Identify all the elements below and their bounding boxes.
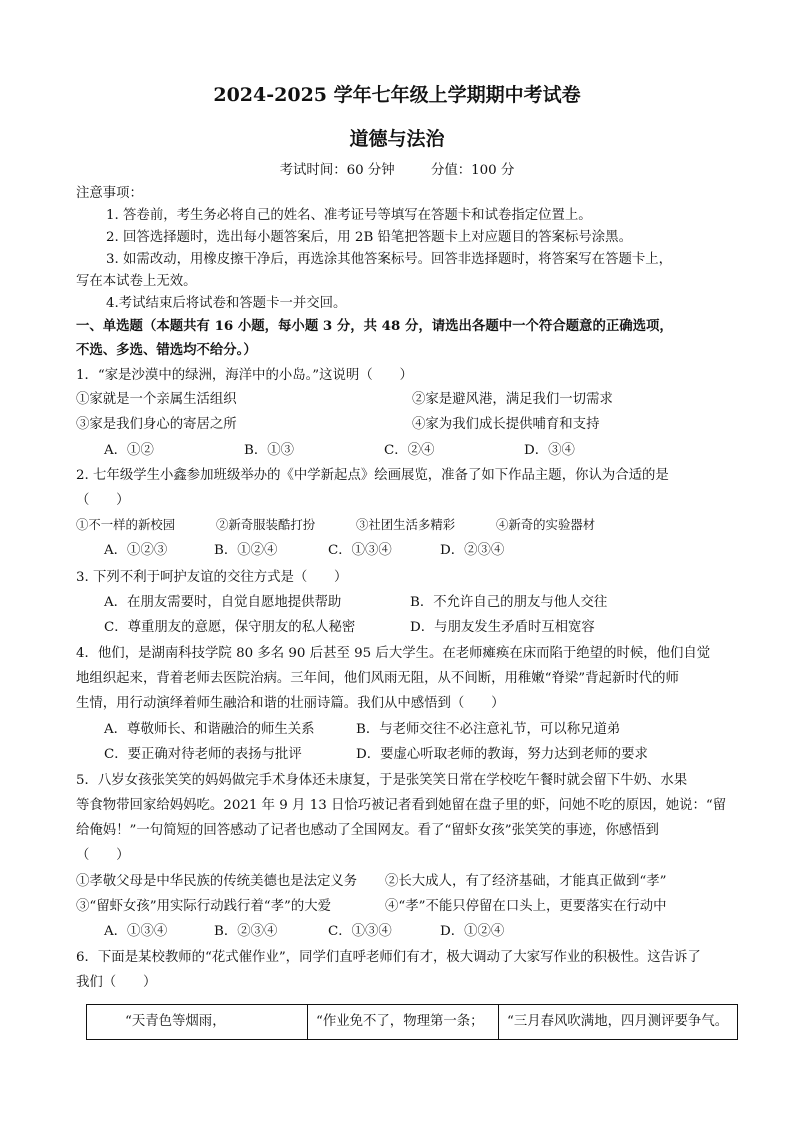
q2-option-b: B．①②④ [214, 543, 278, 558]
section-heading-cont: 不选、多选、错选均不给分。） [76, 342, 257, 358]
table-cell: “天青色等烟雨， [87, 1005, 308, 1040]
q3-option-c: C．尊重朋友的意愿，保守朋友的私人秘密 [104, 620, 356, 635]
exam-time: 考试时间：60 分钟 [279, 163, 395, 178]
q2-option-d: D．②③④ [440, 543, 505, 558]
question-4-line: 4．他们，是湖南科技学院 80 多名 90 后甚至 95 后大学生。在老师瘫痪在床而陷于绝望的时候，他们自觉 [76, 646, 711, 661]
q5-option-d: D．①②④ [440, 924, 505, 939]
q2-statement-4: ④新奇的实验器材 [496, 517, 596, 532]
q5-statement-4: ④“孝”不能只停留在口头上，更要落实在行动中 [385, 899, 667, 914]
note-item: 1. 答卷前，考生务必将自己的姓名、准考证号等填写在答题卡和试卷指定位置上。 [106, 208, 592, 223]
q4-option-c: C．要正确对待老师的表扬与批评 [104, 747, 302, 762]
q2-statement-3: ③社团生活多精彩 [356, 517, 456, 532]
q6-poem-table [86, 1004, 738, 1040]
q3-option-a: A．在朋友需要时，自觉自愿地提供帮助 [104, 595, 342, 610]
q1-statement-3: ③家是我们身心的寄居之所 [76, 417, 237, 432]
question-6-line: 我们（ ） [76, 975, 157, 990]
q4-option-d: D．要虚心听取老师的教诲，努力达到老师的要求 [356, 747, 648, 762]
q5-paren: （ ） [76, 848, 130, 863]
note-item: 4.考试结束后将试卷和答题卡一并交回。 [106, 296, 347, 311]
q1-option-d: D．③④ [524, 443, 575, 458]
q5-option-c: C．①③④ [328, 924, 392, 939]
exam-title: 2024-2025 学年七年级上学期期中考试卷 [213, 84, 581, 106]
question-5-line: 等食物带回家给妈妈吃。2021 年 9 月 13 日恰巧被记者看到她留在盘子里的虾，问她不吃的原因，她说：“留 [76, 798, 727, 813]
q3-option-d: D．与朋友发生矛盾时互相宽容 [410, 620, 595, 635]
exam-meta [0, 164, 794, 177]
question-4-line: 生情，用行动演绎着师生融洽和谐的壮丽诗篇。我们从中感悟到（ ） [76, 696, 505, 711]
note-item: 2. 回答选择题时，选出每小题答案后，用 2B 铅笔把答题卡上对应题目的答案标号涂黑。 [106, 230, 632, 245]
q1-statement-2: ②家是避风港，满足我们一切需求 [412, 392, 613, 407]
table-row [87, 1005, 738, 1040]
note-item: 3. 如需改动，用橡皮擦干净后，再选涂其他答案标号。回答非选择题时，将答案写在答题卡上， [106, 252, 673, 267]
q5-statement-3: ③“留虾女孩”用实际行动践行着“孝”的大爱 [76, 899, 332, 914]
subject-title: 道德与法治 [349, 128, 445, 150]
q2-statement-1: ①不一样的新校园 [76, 517, 176, 532]
question-2-stem: 2. 七年级学生小鑫参加班级举办的《中学新起点》绘画展览，准备了如下作品主题，你认为合适的是 [76, 468, 669, 483]
q5-statement-2: ②长大成人，有了经济基础，才能真正做到“孝” [385, 874, 667, 889]
question-4-line: 地组织起来，背着老师去医院治病。三年间，他们风雨无阻，从不间断，用稚嫩“脊梁”背起新时代的师 [76, 671, 679, 686]
q2-statement-2: ②新奇服装酷打扮 [216, 517, 316, 532]
section-heading: 一、单选题（本题共有 16 小题，每小题 3 分，共 48 分，请选出各题中一个符合题意的正确选项， [76, 318, 673, 334]
notes-heading: 注意事项： [76, 186, 143, 201]
question-6-line: 6．下面是某校教师的“花式催作业”，同学们直呼老师们有才，极大调动了大家写作业的积极性。这告诉了 [76, 950, 701, 965]
question-3-stem: 3. 下列不利于呵护友谊的交往方式是（ ） [76, 570, 348, 585]
question-1-stem: 1．“家是沙漠中的绿洲，海洋中的小岛。”这说明（ ） [76, 368, 413, 383]
q1-option-c: C．②④ [384, 443, 435, 458]
q4-option-a: A．尊敬师长、和谐融洽的师生关系 [104, 722, 315, 737]
q3-option-b: B．不允许自己的朋友与他人交往 [410, 595, 608, 610]
exam-score: 分值：100 分 [430, 163, 515, 178]
q5-option-b: B．②③④ [214, 924, 278, 939]
q2-paren: （ ） [76, 493, 130, 508]
q1-statement-1: ①家就是一个亲属生活组织 [76, 392, 237, 407]
q2-option-c: C．①③④ [328, 543, 392, 558]
question-5-line: 给俺妈！”一句简短的回答感动了记者也感动了全国网友。看了“留虾女孩”张笑笑的事迹，你感悟到 [76, 823, 659, 838]
q1-option-b: B．①③ [244, 443, 295, 458]
q5-option-a: A．①③④ [104, 924, 168, 939]
table-cell: “作业免不了，物理第一条； [308, 1005, 499, 1040]
q5-statement-1: ①孝敬父母是中华民族的传统美德也是法定义务 [76, 874, 358, 889]
question-5-line: 5．八岁女孩张笑笑的妈妈做完手术身体还未康复，于是张笑笑日常在学校吃午餐时就会留下牛奶、水果 [76, 773, 688, 788]
q1-option-a: A．①② [104, 443, 154, 458]
q2-option-a: A．①②③ [104, 543, 168, 558]
note-item: 写在本试卷上无效。 [76, 274, 197, 289]
q1-statement-4: ④家为我们成长提供哺育和支持 [412, 417, 600, 432]
table-cell: “三月春风吹满地，四月测评要争气。 [499, 1005, 738, 1040]
q4-option-b: B．与老师交往不必注意礼节，可以称兄道弟 [356, 722, 621, 737]
